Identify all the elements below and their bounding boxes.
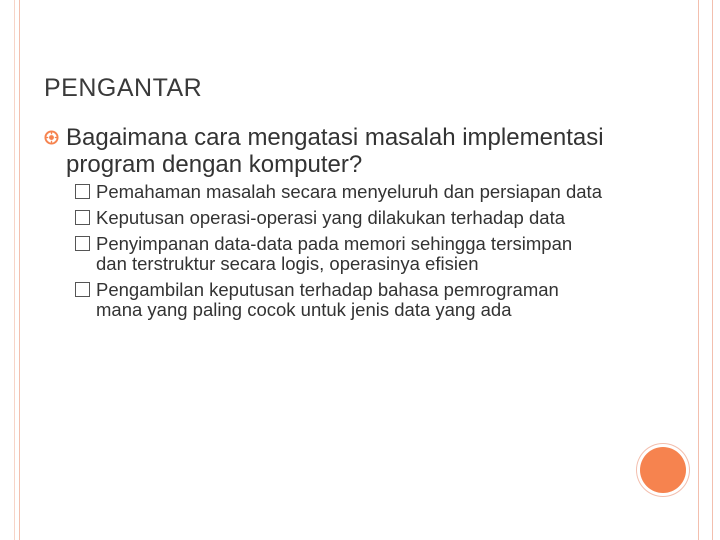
sub-bullet-text: Pemahaman masalah secara menyeluruh dan persiapan data xyxy=(96,181,602,202)
empty-square-bullet-icon xyxy=(75,184,90,199)
sub-bullet-item xyxy=(44,182,606,202)
sub-bullet-list xyxy=(44,182,644,320)
orange-ring-bullet-icon xyxy=(44,130,59,145)
sub-bullet-item xyxy=(44,234,606,274)
sub-bullet-item xyxy=(44,208,606,228)
sub-bullet-item xyxy=(44,280,606,320)
slide-title: PENGANTAR xyxy=(44,74,203,102)
empty-square-bullet-icon xyxy=(75,282,90,297)
frame-inner-left-line xyxy=(14,0,15,540)
decorative-orange-circle xyxy=(640,447,686,493)
sub-bullet-text: Keputusan operasi-operasi yang dilakukan terhadap data xyxy=(96,207,565,228)
sub-bullet-text: Penyimpanan data-data pada memori sehingga tersimpan dan terstruktur secara logis, operasinya efisien xyxy=(96,233,573,274)
sub-bullet-text: Pengambilan keputusan terhadap bahasa pemrograman mana yang paling cocok untuk jenis data yang ada xyxy=(96,279,559,320)
main-bullet-text: Bagaimana cara mengatasi masalah implementasi program dengan komputer? xyxy=(66,124,604,178)
slide-content xyxy=(44,124,644,326)
empty-square-bullet-icon xyxy=(75,210,90,225)
frame-outer-right-line xyxy=(712,0,713,540)
main-bullet-point xyxy=(44,124,644,178)
empty-square-bullet-icon xyxy=(75,236,90,251)
